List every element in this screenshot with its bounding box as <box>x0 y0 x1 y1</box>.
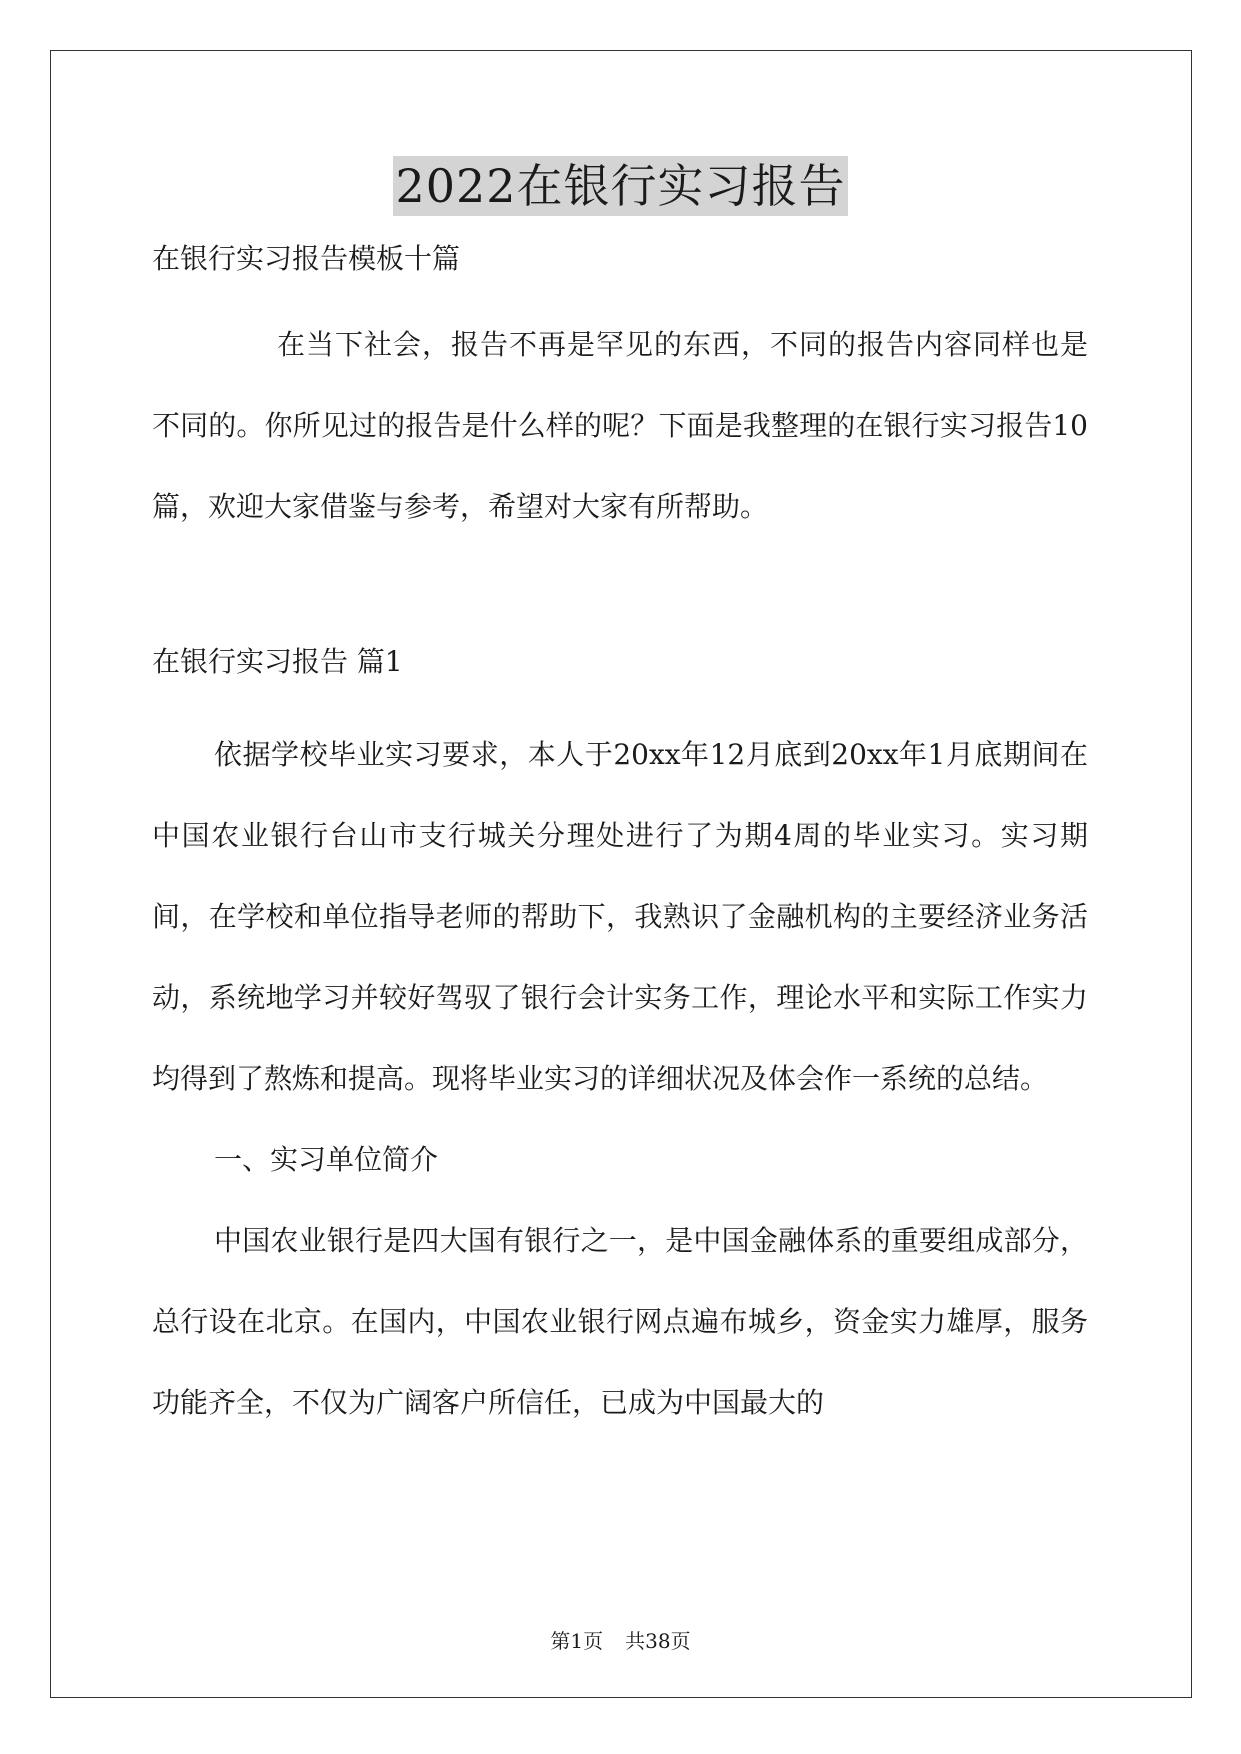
document-body <box>152 235 1088 1443</box>
section-1-paragraph-1: 依据学校毕业实习要求，本人于20xx年12月底到20xx年1月底期间在中国农业银行台山市支行城关分理处进行了为期4周的毕业实习。实习期间，在学校和单位指导老师的帮助下，我熟识了金融机构的主要经济业务活动，系统地学习并较好驾驭了银行会计实务工作，理论水平和实际工作实力均得到了熬炼和提高。现将毕业实习的详细状况及体会作一系统的总结。 <box>152 738 1088 1095</box>
page-number: 第1页 <box>550 1629 604 1653</box>
page-footer <box>0 1628 1241 1654</box>
intro-paragraph: 在当下社会，报告不再是罕见的东西，不同的报告内容同样也是不同的。你所见过的报告是什么样的呢？下面是我整理的在银行实习报告10篇，欢迎大家借鉴与参考，希望对大家有所帮助。 <box>152 328 1088 523</box>
section-1-heading-1: 一、实习单位简介 <box>214 1143 439 1176</box>
title-container <box>0 156 1241 216</box>
page-total: 共38页 <box>625 1629 691 1653</box>
section-1-paragraph-2: 中国农业银行是四大国有银行之一，是中国金融体系的重要组成部分，总行设在北京。在国内，中国农业银行网点遍布城乡，资金实力雄厚，服务功能齐全，不仅为广阔客户所信任，已成为中国最大的 <box>152 1224 1088 1419</box>
document-title: 2022在银行实习报告 <box>393 156 847 216</box>
section-1-title: 在银行实习报告 篇1 <box>152 645 403 678</box>
document-subtitle: 在银行实习报告模板十篇 <box>152 242 461 275</box>
